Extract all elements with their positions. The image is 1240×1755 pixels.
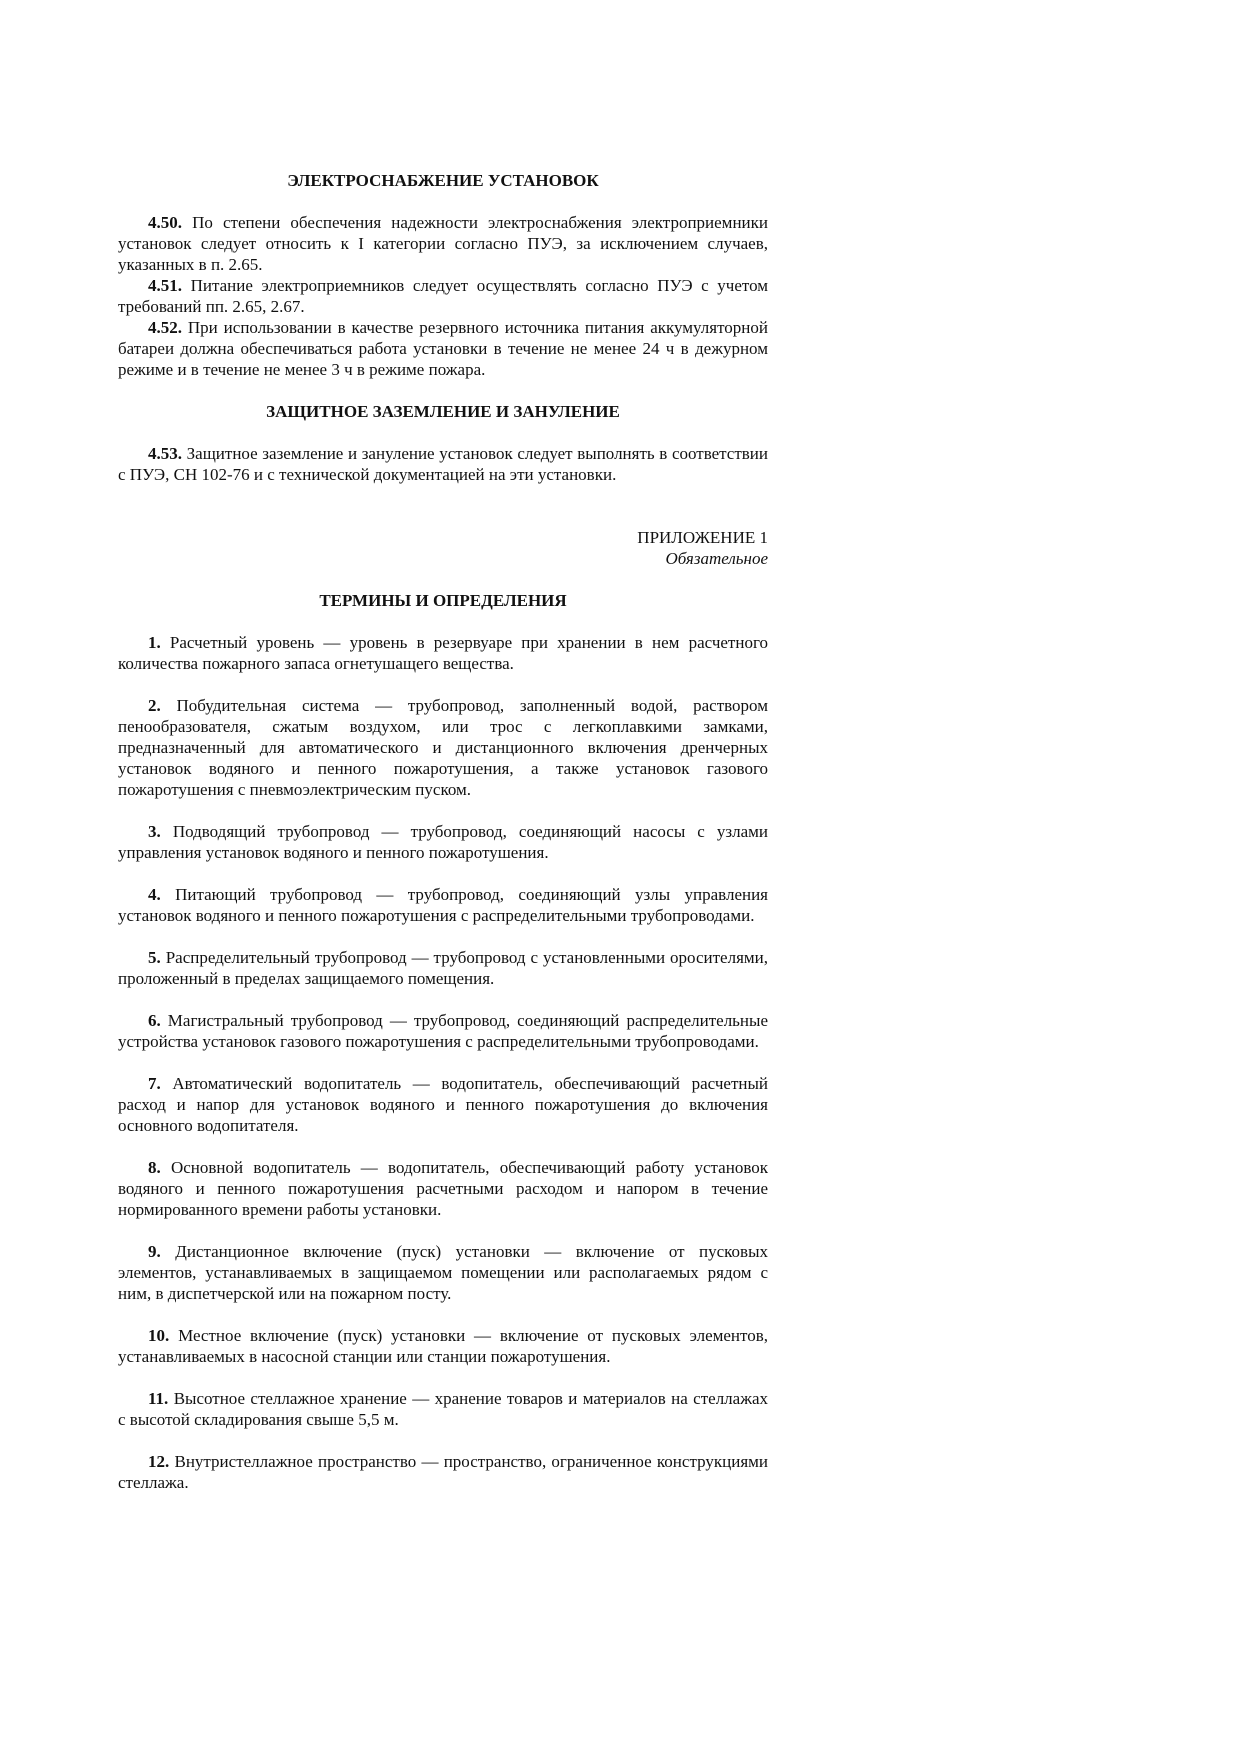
term-text: Местное включение (пуск) установки — включение от пусковых элементов, устанавливаемых в насосной станции или станции пожаротушения.	[118, 1326, 769, 1366]
appendix-label	[118, 527, 768, 569]
clause-4-53	[118, 443, 768, 485]
section-heading-terms: ТЕРМИНЫ И ОПРЕДЕЛЕНИЯ	[319, 591, 567, 610]
term-number: 1.	[148, 633, 161, 652]
term-7	[118, 1073, 768, 1136]
term-number: 9.	[148, 1242, 161, 1261]
term-text: Побудительная система — трубопровод, заполненный водой, раствором пенообразователя, сжатым воздухом, или трос с легкоплавкими замками, предназначенный для автоматического и дистанционного включения дренчерных установок водяного и пенного пожаротушения, а также установок газового пожаротушения с пневмоэлектрическим пуском.	[118, 696, 768, 799]
clause-4-51	[118, 275, 768, 317]
term-11	[118, 1388, 768, 1430]
term-text: Основной водопитатель — водопитатель, обеспечивающий работу установок водяного и пенного пожаротушения расчетными расходом и напором в течение нормированного времени работы установки.	[118, 1158, 768, 1219]
clause-text: Защитное заземление и зануление установок следует выполнять в соответствии с ПУЭ, СН 102-76 и с технической документацией на эти установки.	[118, 444, 769, 484]
clause-number: 4.52.	[148, 318, 182, 337]
term-text: Магистральный трубопровод — трубопровод, соединяющий распределительные устройства установок газового пожаротушения с распределительными трубопроводами.	[118, 1011, 769, 1051]
term-number: 3.	[148, 822, 161, 841]
term-8	[118, 1157, 768, 1220]
clause-text: По степени обеспечения надежности электроснабжения электроприемники установок следует относить к I категории согласно ПУЭ, за исключением случаев, указанных в п. 2.65.	[118, 213, 768, 274]
term-text: Питающий трубопровод — трубопровод, соединяющий узлы управления установок водяного и пенного пожаротушения с распределительными трубопроводами.	[118, 885, 768, 925]
term-text: Автоматический водопитатель — водопитатель, обеспечивающий расчетный расход и напор для установок водяного и пенного пожаротушения до включения основного водопитателя.	[118, 1074, 768, 1135]
clause-4-50	[118, 212, 768, 275]
clause-number: 4.50.	[148, 213, 182, 232]
term-5	[118, 947, 768, 989]
term-text: Внутристеллажное пространство — пространство, ограниченное конструкциями стеллажа.	[118, 1452, 768, 1492]
term-number: 12.	[148, 1452, 170, 1471]
term-number: 6.	[148, 1011, 161, 1030]
term-10	[118, 1325, 768, 1367]
term-text: Высотное стеллажное хранение — хранение товаров и материалов на стеллажах с высотой складирования свыше 5,5 м.	[118, 1389, 768, 1429]
term-3	[118, 821, 768, 863]
clause-number: 4.53.	[148, 444, 182, 463]
appendix-title: ПРИЛОЖЕНИЕ 1	[637, 528, 768, 547]
term-number: 4.	[148, 885, 161, 904]
term-6	[118, 1010, 768, 1052]
term-number: 5.	[148, 948, 161, 967]
clause-4-52	[118, 317, 768, 380]
term-number: 11.	[148, 1389, 169, 1408]
section-heading-power-supply: ЭЛЕКТРОСНАБЖЕНИЕ УСТАНОВОК	[287, 171, 599, 190]
term-2	[118, 695, 768, 800]
term-4	[118, 884, 768, 926]
clause-text: При использовании в качестве резервного источника питания аккумуляторной батареи должна обеспечиваться работа установки в течение не менее 24 ч в дежурном режиме и в течение не менее 3 ч в режиме пожара.	[118, 318, 769, 379]
term-text: Распределительный трубопровод — трубопровод с установленными оросителями, проложенный в пределах защищаемого помещения.	[118, 948, 768, 988]
term-number: 10.	[148, 1326, 170, 1345]
term-number: 7.	[148, 1074, 161, 1093]
term-12	[118, 1451, 768, 1493]
term-number: 2.	[148, 696, 161, 715]
term-9	[118, 1241, 768, 1304]
clause-text: Питание электроприемников следует осуществлять согласно ПУЭ с учетом требований пп. 2.65, 2.67.	[118, 276, 769, 316]
clause-number: 4.51.	[148, 276, 182, 295]
term-text: Подводящий трубопровод — трубопровод, соединяющий насосы с узлами управления установок водяного и пенного пожаротушения.	[118, 822, 769, 862]
document-page	[118, 170, 768, 1493]
appendix-status: Обязательное	[665, 549, 768, 568]
term-number: 8.	[148, 1158, 161, 1177]
section-heading-grounding: ЗАЩИТНОЕ ЗАЗЕМЛЕНИЕ И ЗАНУЛЕНИЕ	[266, 402, 620, 421]
term-1	[118, 632, 768, 674]
term-text: Дистанционное включение (пуск) установки — включение от пусковых элементов, устанавливаемых в защищаемом помещении или располагаемых рядом с ним, в диспетчерской или на пожарном посту.	[118, 1242, 769, 1303]
term-text: Расчетный уровень — уровень в резервуаре при хранении в нем расчетного количества пожарного запаса огнетушащего вещества.	[118, 633, 768, 673]
